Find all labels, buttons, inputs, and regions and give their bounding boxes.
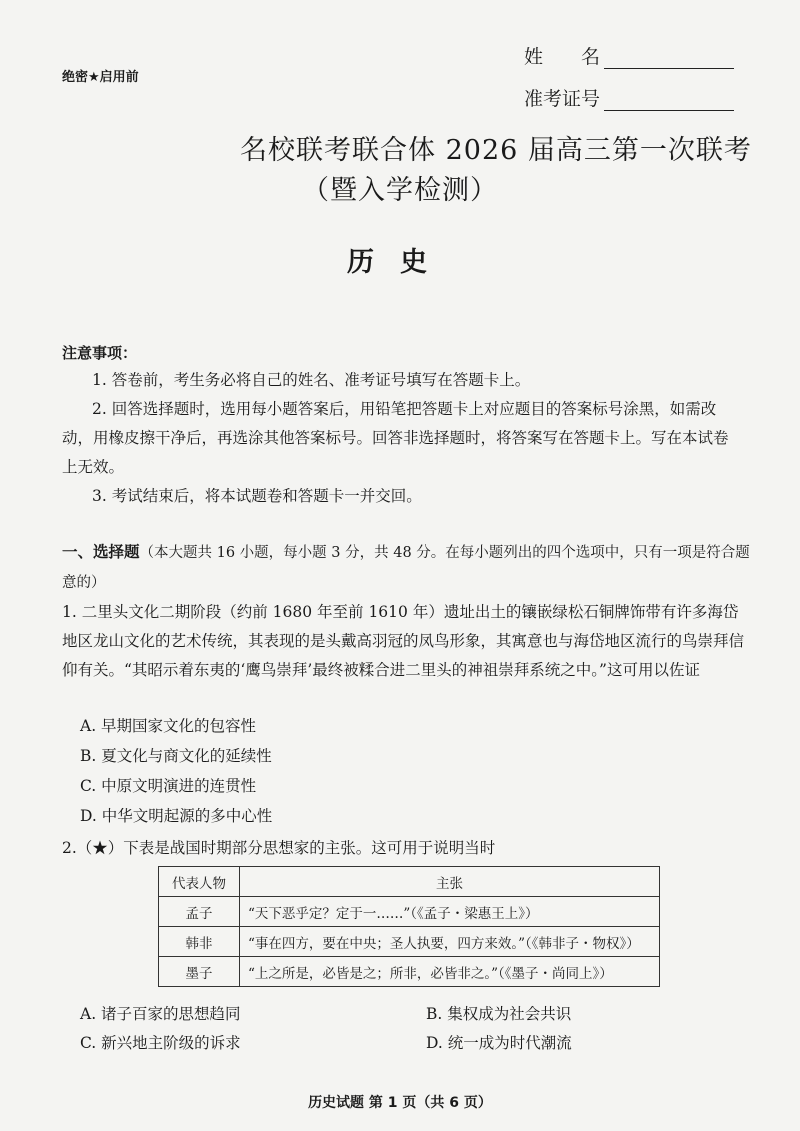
q1-option-d: D. 中华文明起源的多中心性 [80, 807, 273, 825]
section-title: 一、选择题 [62, 543, 140, 561]
thinkers-table [158, 866, 660, 987]
name-field [524, 42, 734, 69]
table-cell-claim: “事在四方，要在中央；圣人执要，四方来效。”（《韩非子・物权》） [240, 927, 660, 957]
section-description: （本大题共 16 小题，每小题 3 分，共 48 分。在每小题列出的四个选项中，只有一项是符合题意的） [62, 545, 750, 591]
table-row [159, 897, 660, 927]
q2-option-a: A. 诸子百家的思想趋同 [80, 1005, 241, 1023]
table-cell-person: 墨子 [159, 957, 240, 987]
exam-id-label: 准考证号 [524, 88, 601, 110]
notice-item-1: 1. 答卷前，考生务必将自己的姓名、准考证号填写在答题卡上。 [92, 371, 531, 389]
table-cell-person: 孟子 [159, 897, 240, 927]
subject-title: 历史 [347, 247, 453, 278]
table-header-claim: 主张 [240, 867, 660, 897]
question-2-stem: 2.（★）下表是战国时期部分思想家的主张。这可用于说明当时 [62, 839, 496, 857]
exam-subtitle: （暨入学检测） [302, 175, 498, 206]
q2-option-d: D. 统一成为时代潮流 [426, 1034, 572, 1052]
page-footer: 历史试题 第 1 页（共 6 页） [308, 1095, 492, 1111]
question-1-stem: 1. 二里头文化二期阶段（约前 1680 年至前 1610 年）遗址出土的镶嵌绿松石铜牌饰带有许多海岱地区龙山文化的艺术传统，其表现的是头戴高羽冠的凤鸟形象，其寓意也与海岱地区流行的鸟崇拜信仰有关。“其昭示着东夷的‘鹰鸟崇拜’最终被糅合进二里头的神祖崇拜系统之中。”这可用以佐证 [62, 603, 745, 679]
exam-title: 名校联考联合体 2026 届高三第一次联考 [240, 135, 752, 166]
table-cell-claim: “天下恶乎定？定于一……”（《孟子・梁惠王上》） [240, 897, 660, 927]
confidential-label: 绝密★启用前 [62, 70, 139, 85]
q2-option-c: C. 新兴地主阶级的诉求 [80, 1034, 241, 1052]
section-heading [62, 538, 752, 598]
q1-option-c: C. 中原文明演进的连贯性 [80, 777, 257, 795]
table-row [159, 927, 660, 957]
q2-option-b: B. 集权成为社会共识 [426, 1005, 572, 1023]
table-row [159, 957, 660, 987]
notice-heading: 注意事项： [62, 344, 138, 362]
exam-id-field [524, 84, 734, 111]
exam-id-blank [604, 92, 734, 111]
q1-option-b: B. 夏文化与商文化的延续性 [80, 747, 272, 765]
name-blank [604, 50, 734, 69]
name-label: 姓 名 [524, 46, 601, 68]
table-header-person: 代表人物 [159, 867, 240, 897]
table-header-row [159, 867, 660, 897]
table-cell-claim: “上之所是，必皆是之；所非，必皆非之。”（《墨子・尚同上》） [240, 957, 660, 987]
q1-option-a: A. 早期国家文化的包容性 [80, 717, 257, 735]
table-cell-person: 韩非 [159, 927, 240, 957]
notice-item-3: 3. 考试结束后，将本试题卷和答题卡一并交回。 [92, 487, 422, 505]
notice-item-2: 2. 回答选择题时，选用每小题答案后，用铅笔把答题卡上对应题目的答案标号涂黑，如需改动，用橡皮擦干净后，再选涂其他答案标号。回答非选择题时，将答案写在答题卡上。写在本试卷上无效。 [62, 400, 729, 476]
